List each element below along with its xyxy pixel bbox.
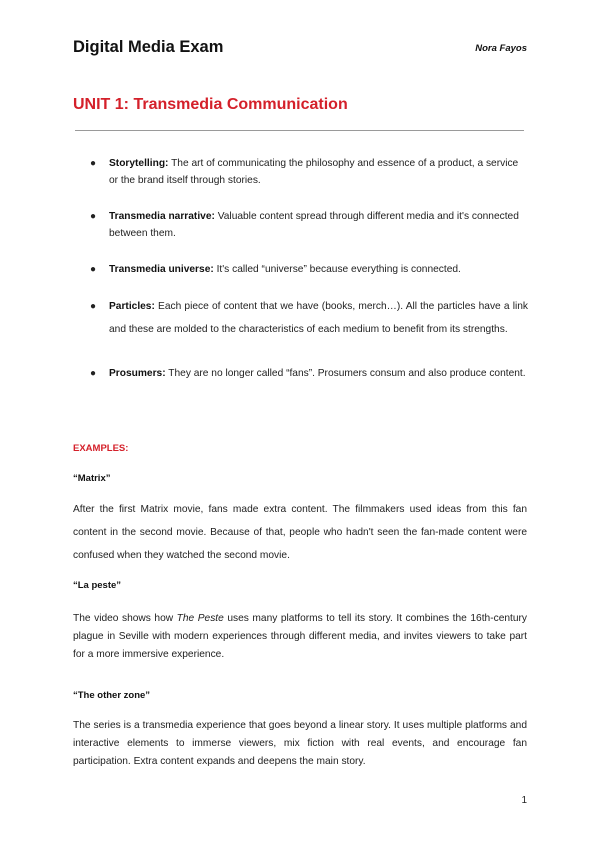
definition: They are no longer called “fans”. Prosumers consum and also produce content. xyxy=(165,368,526,379)
text-part: The video shows how xyxy=(73,613,177,624)
example-text-other-zone: The series is a transmedia experience that goes beyond a linear story. It uses multiple platforms and interactive elements to immerse viewers, mix fiction with real events, and encourage fan participation. Extra content expands and deepens the main story. xyxy=(73,720,527,767)
italic-title: The Peste xyxy=(176,613,224,624)
bullet-icon: ● xyxy=(90,301,97,312)
example-title-matrix: “Matrix” xyxy=(73,473,111,484)
document-title: Digital Media Exam xyxy=(73,38,224,56)
list-item-storytelling xyxy=(90,155,528,189)
definition: Valuable content spread through different media and it's connected between them. xyxy=(109,211,519,239)
example-title-other-zone: “The other zone” xyxy=(73,690,151,701)
example-text-matrix: After the first Matrix movie, fans made extra content. The filmmakers used ideas from this fan content in the second movie. Because of that, people who hadn't seen the fan-made content were confused when they watched the second movie. xyxy=(73,504,527,561)
term: Transmedia narrative: xyxy=(109,211,215,222)
bullet-icon: ● xyxy=(90,264,97,275)
example-title-la-peste: “La peste” xyxy=(73,580,122,591)
page-number: 1 xyxy=(521,795,527,806)
title-divider xyxy=(75,130,524,131)
bullet-icon: ● xyxy=(90,368,97,379)
term: Prosumers: xyxy=(109,368,166,379)
term: Particles: xyxy=(109,301,155,312)
bullet-icon: ● xyxy=(90,211,97,222)
unit-title: UNIT 1: Transmedia Communication xyxy=(73,96,348,113)
examples-heading: EXAMPLES: xyxy=(73,443,129,454)
list-item-transmedia-universe xyxy=(90,261,528,278)
author-name: Nora Fayos xyxy=(475,43,527,54)
bullet-icon: ● xyxy=(90,158,97,169)
definition: It's called “universe” because everything is connected. xyxy=(213,264,461,275)
term: Storytelling: xyxy=(109,158,169,169)
definitions-list xyxy=(90,155,528,385)
page-header xyxy=(73,38,527,60)
list-item-transmedia-narrative xyxy=(90,208,528,242)
definition: Each piece of content that we have (books, merch…). All the particles have a link and these are molded to the characteristics of each medium to benefit from its strengths. xyxy=(109,301,528,335)
example-text-la-peste xyxy=(73,610,527,664)
list-item-prosumers xyxy=(90,363,528,385)
term: Transmedia universe: xyxy=(109,264,214,275)
definition: The art of communicating the philosophy and essence of a product, a service or the brand itself through stories. xyxy=(109,158,519,186)
list-item-particles xyxy=(90,295,528,341)
text-part: uses many platforms to tell its story. It combines the 16th-century plague in Seville with modern experiences through different media, and invites viewers to take part for a more immersive experience. xyxy=(73,613,528,660)
